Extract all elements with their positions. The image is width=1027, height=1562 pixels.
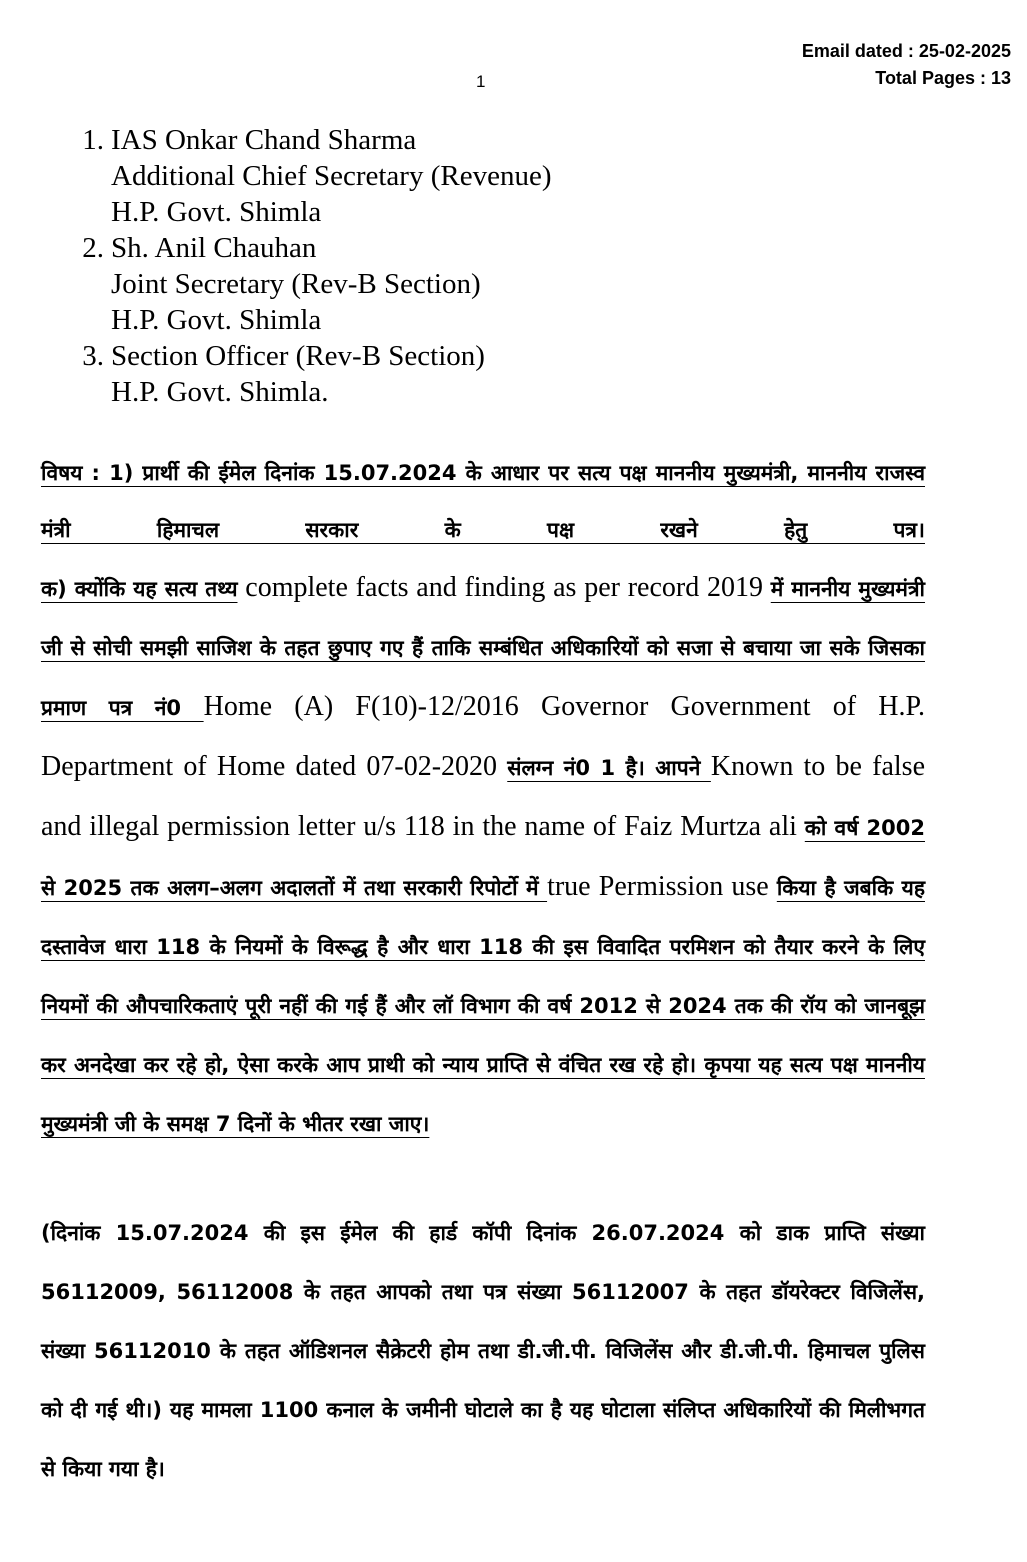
addressee-name: Sh. Anil Chauhan (111, 232, 317, 264)
addressee-office: H.P. Govt. Shimla. (111, 376, 329, 408)
email-dated: Email dated : 25-02-2025 (801, 41, 1011, 61)
addressee-designation: Joint Secretary (Rev-B Section) (111, 268, 481, 300)
addressee-number: 2. (82, 232, 104, 264)
letter-body (41, 446, 925, 1500)
addressee-office: H.P. Govt. Shimla (111, 304, 322, 336)
para-k-english-1: complete facts and finding as per record 2019 (237, 572, 771, 603)
addressee-name: IAS Onkar Chand Sharma (111, 124, 417, 156)
note-paragraph (41, 1205, 925, 1500)
page-number: 1 (476, 72, 486, 91)
para-k-hindi-3: को वर्ष 2002 से 2025 तक अलग–अलग अदालतों में तथा सरकारी रिपोर्टो में (41, 816, 925, 900)
para-k-english-2: Home (A) F(10)-12/2016 Governor Government of H.P. Department of Home dated 07-02-2020 (41, 691, 925, 782)
para-k-heading: क) क्योंकि यह सत्य तथ्य (41, 577, 238, 601)
main-paragraph (41, 560, 925, 1155)
para-k-hindi-4: किया है जबकि यह दस्तावेज धारा 118 के नियमों के विरूद्ध है और धारा 118 की इस विवादित परमिशन को तैयार करने के लिए नियमों की औपचारिकताएं पूरी नहीं की गई हैं और लॉ विभाग की वर्ष 2012 से 2024 तक की रॉय को जानबूझ कर अनदेखा कर रहे हो, ऐसा करके आप प्राथी को न्याय प्राप्ति से वंचित रख रहे हो। कृपया यह सत्य पक्ष माननीय मुख्यमंत्री जी के समक्ष 7 दिनों के भीतर रखा जाए। (41, 876, 925, 1136)
addressee-number: 1. (82, 124, 104, 156)
subject-paragraph (41, 446, 925, 560)
note-text: (दिनांक 15.07.2024 की इस ईमेल की हार्ड कॉपी दिनांक 26.07.2024 को डाक प्राप्ति संख्या 56112009, 56112008 के तहत आपको तथा पत्र संख्या 56112007 के तहत डॉयरेक्टर विजिलेंस, संख्या 56112010 के तहत ऑडिशनल सैक्रेटरी होम तथा डी.जी.पी. विजिलेंस और डी.जी.पी. हिमाचल पुलिस को दी गई थी।) यह मामला 1100 कनाल के जमीनी घोटाले का है यह घोटाला संलिप्त अधिकारियों की मिलीभगत से किया गया है। (41, 1221, 925, 1481)
addressee-office: H.P. Govt. Shimla (111, 196, 322, 228)
para-k-english-3: Known to be false and illegal permission letter u/s 118 in the name of Faiz Murtza ali (41, 751, 925, 842)
subject-text: विषय : 1) प्रार्थी की ईमेल दिनांक 15.07.2024 के आधार पर सत्य पक्ष माननीय मुख्यमंत्री, माननीय राजस्व मंत्री हिमाचल सरकार के पक्ष रखने हेतु पत्र। (41, 461, 925, 542)
para-k-english-4: true Permission use (547, 871, 777, 902)
para-k-hindi-1: में माननीय मुख्यमंत्री जी से सोची समझी साजिश के तहत छुपाए गए हैं ताकि सम्बंधित अधिकारियों को सजा से बचाया जा सके जिसका प्रमाण पत्र नं0 (41, 577, 925, 720)
addressee-list (64, 122, 551, 410)
para-k-hindi-2: संलग्न नं0 1 है। आपने (507, 756, 711, 780)
addressee-3 (64, 338, 551, 410)
addressee-2 (64, 230, 551, 338)
addressee-designation: Section Officer (Rev-B Section) (111, 340, 485, 372)
total-pages: Total Pages : 13 (875, 68, 1011, 88)
addressee-designation: Additional Chief Secretary (Revenue) (111, 160, 552, 192)
addressee-number: 3. (82, 340, 104, 372)
addressee-1 (64, 122, 551, 230)
document-header (802, 38, 1011, 92)
